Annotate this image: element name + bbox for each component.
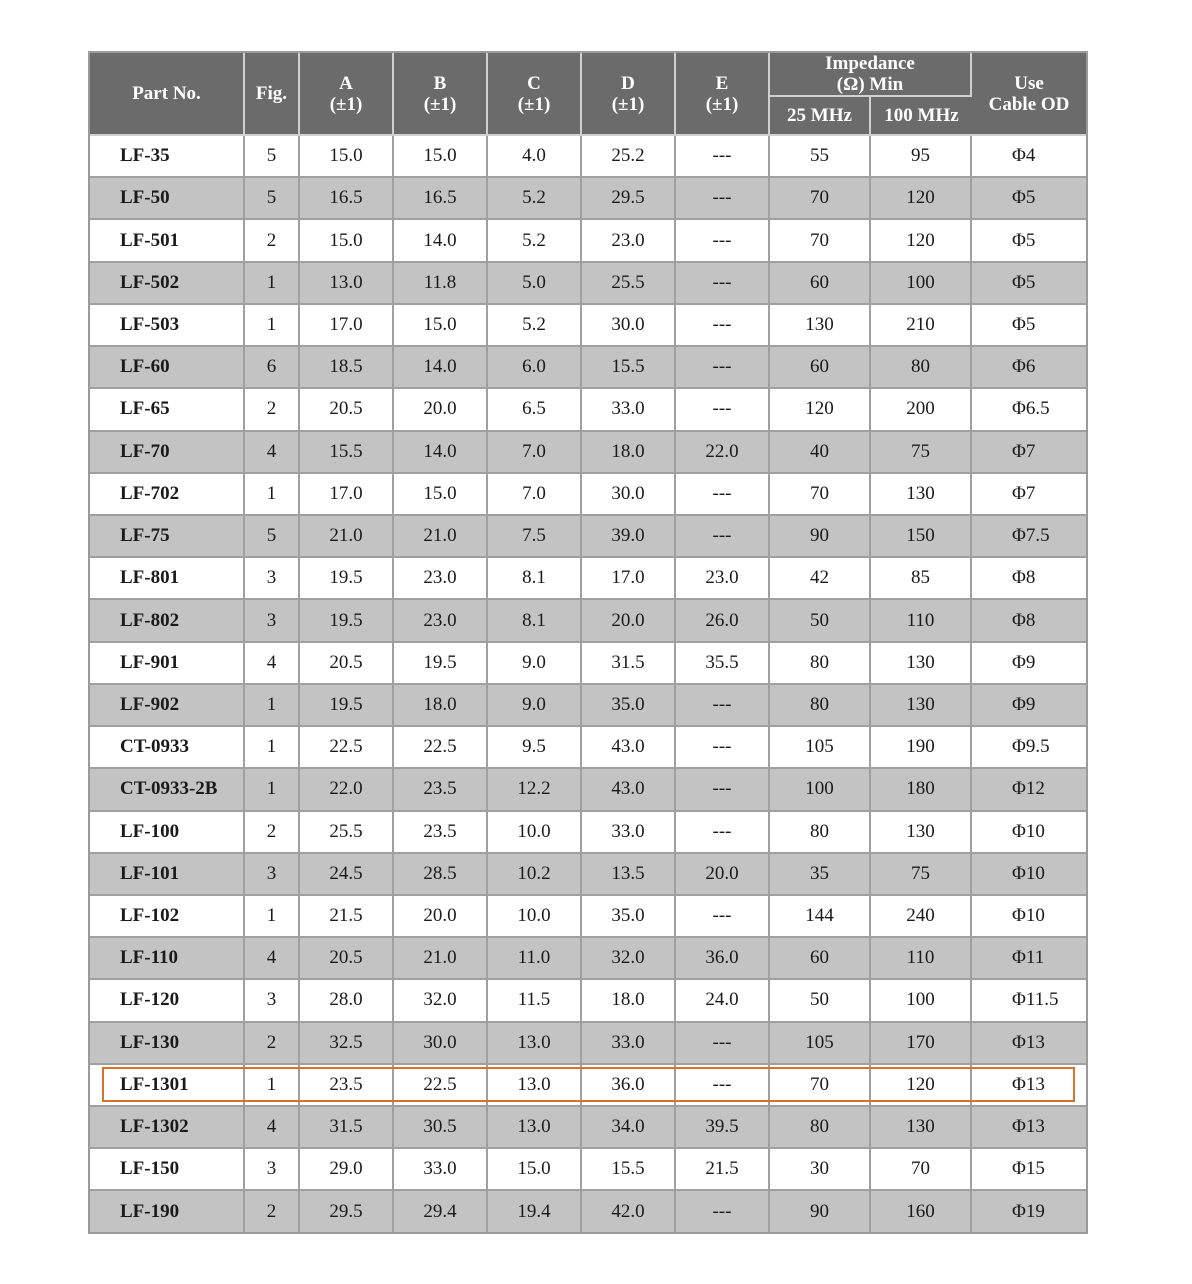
cell-d: 36.0 xyxy=(582,1065,676,1107)
cell-d: 20.0 xyxy=(582,600,676,642)
cell-fig: 1 xyxy=(245,769,300,811)
cell-a: 13.0 xyxy=(300,263,394,305)
cell-a: 16.5 xyxy=(300,178,394,220)
cell-e: --- xyxy=(676,1023,770,1065)
table-row xyxy=(90,1023,1086,1065)
cell-fig: 2 xyxy=(245,1023,300,1065)
cell-c: 12.2 xyxy=(488,769,582,811)
cell-impedance-100mhz: 100 xyxy=(871,263,972,305)
cell-d: 42.0 xyxy=(582,1191,676,1232)
cell-d: 25.2 xyxy=(582,136,676,178)
cell-b: 28.5 xyxy=(394,854,488,896)
cell-cable-od: Φ7.5 xyxy=(972,516,1086,558)
cell-b: 21.0 xyxy=(394,938,488,980)
cell-cable-od: Φ5 xyxy=(972,220,1086,262)
cell-fig: 4 xyxy=(245,938,300,980)
cell-e: --- xyxy=(676,516,770,558)
cell-e: --- xyxy=(676,220,770,262)
cell-impedance-25mhz: 70 xyxy=(770,1065,871,1107)
cell-a: 20.5 xyxy=(300,938,394,980)
cell-part-no: LF-801 xyxy=(90,558,245,600)
table-row xyxy=(90,980,1086,1022)
cell-cable-od: Φ6 xyxy=(972,347,1086,389)
cell-fig: 2 xyxy=(245,1191,300,1232)
cell-c: 6.0 xyxy=(488,347,582,389)
cell-part-no: LF-130 xyxy=(90,1023,245,1065)
cell-a: 29.0 xyxy=(300,1149,394,1191)
cell-part-no: LF-190 xyxy=(90,1191,245,1232)
cell-c: 9.0 xyxy=(488,685,582,727)
cell-impedance-25mhz: 80 xyxy=(770,812,871,854)
cell-part-no: LF-102 xyxy=(90,896,245,938)
cell-c: 5.2 xyxy=(488,305,582,347)
cell-part-no: LF-110 xyxy=(90,938,245,980)
cell-fig: 3 xyxy=(245,600,300,642)
cell-fig: 1 xyxy=(245,474,300,516)
cell-part-no: LF-802 xyxy=(90,600,245,642)
table-row xyxy=(90,220,1086,262)
cell-b: 15.0 xyxy=(394,136,488,178)
table-row xyxy=(90,938,1086,980)
cell-impedance-100mhz: 85 xyxy=(871,558,972,600)
table-body xyxy=(90,136,1086,1232)
cell-a: 21.5 xyxy=(300,896,394,938)
cell-a: 19.5 xyxy=(300,600,394,642)
cell-cable-od: Φ9 xyxy=(972,685,1086,727)
cell-a: 22.0 xyxy=(300,769,394,811)
cell-impedance-100mhz: 110 xyxy=(871,600,972,642)
cell-impedance-100mhz: 75 xyxy=(871,432,972,474)
header-b: B (±1) xyxy=(394,53,488,136)
cell-d: 17.0 xyxy=(582,558,676,600)
cell-a: 17.0 xyxy=(300,474,394,516)
cell-a: 22.5 xyxy=(300,727,394,769)
cell-e: --- xyxy=(676,136,770,178)
cell-impedance-100mhz: 120 xyxy=(871,178,972,220)
cell-impedance-100mhz: 70 xyxy=(871,1149,972,1191)
cell-impedance-100mhz: 130 xyxy=(871,1107,972,1149)
cell-e: --- xyxy=(676,389,770,431)
cell-d: 15.5 xyxy=(582,347,676,389)
table-row xyxy=(90,854,1086,896)
cell-b: 16.5 xyxy=(394,178,488,220)
cell-a: 20.5 xyxy=(300,643,394,685)
cell-e: 35.5 xyxy=(676,643,770,685)
table-row xyxy=(90,136,1086,178)
header-c: C (±1) xyxy=(488,53,582,136)
cell-impedance-100mhz: 190 xyxy=(871,727,972,769)
cell-impedance-100mhz: 210 xyxy=(871,305,972,347)
cell-e: --- xyxy=(676,305,770,347)
cell-impedance-100mhz: 130 xyxy=(871,474,972,516)
cell-part-no: LF-501 xyxy=(90,220,245,262)
cell-d: 43.0 xyxy=(582,769,676,811)
cell-b: 29.4 xyxy=(394,1191,488,1232)
cell-c: 7.5 xyxy=(488,516,582,558)
cell-impedance-25mhz: 35 xyxy=(770,854,871,896)
cell-impedance-100mhz: 120 xyxy=(871,1065,972,1107)
cell-part-no: LF-120 xyxy=(90,980,245,1022)
cell-d: 30.0 xyxy=(582,474,676,516)
cell-e: --- xyxy=(676,263,770,305)
cell-part-no: LF-702 xyxy=(90,474,245,516)
cell-d: 33.0 xyxy=(582,1023,676,1065)
cell-d: 30.0 xyxy=(582,305,676,347)
cell-cable-od: Φ5 xyxy=(972,178,1086,220)
cell-e: 39.5 xyxy=(676,1107,770,1149)
cell-impedance-25mhz: 60 xyxy=(770,938,871,980)
cell-impedance-25mhz: 144 xyxy=(770,896,871,938)
cell-b: 23.0 xyxy=(394,600,488,642)
header-e: E (±1) xyxy=(676,53,770,136)
header-d: D (±1) xyxy=(582,53,676,136)
cell-fig: 4 xyxy=(245,1107,300,1149)
cell-part-no: LF-101 xyxy=(90,854,245,896)
cell-cable-od: Φ15 xyxy=(972,1149,1086,1191)
cell-c: 8.1 xyxy=(488,558,582,600)
cell-cable-od: Φ6.5 xyxy=(972,389,1086,431)
cell-part-no: LF-1301 xyxy=(90,1065,245,1107)
cell-fig: 5 xyxy=(245,178,300,220)
table-row xyxy=(90,263,1086,305)
cell-b: 14.0 xyxy=(394,432,488,474)
cell-part-no: LF-1302 xyxy=(90,1107,245,1149)
cell-d: 25.5 xyxy=(582,263,676,305)
cell-impedance-100mhz: 150 xyxy=(871,516,972,558)
cell-fig: 1 xyxy=(245,263,300,305)
cell-a: 29.5 xyxy=(300,1191,394,1232)
table-row xyxy=(90,769,1086,811)
cell-cable-od: Φ9.5 xyxy=(972,727,1086,769)
cell-d: 32.0 xyxy=(582,938,676,980)
cell-e: 22.0 xyxy=(676,432,770,474)
cell-e: --- xyxy=(676,685,770,727)
cell-e: --- xyxy=(676,812,770,854)
cell-impedance-100mhz: 100 xyxy=(871,980,972,1022)
cell-a: 25.5 xyxy=(300,812,394,854)
cell-part-no: LF-503 xyxy=(90,305,245,347)
cell-a: 28.0 xyxy=(300,980,394,1022)
cell-a: 23.5 xyxy=(300,1065,394,1107)
cell-a: 15.0 xyxy=(300,136,394,178)
cell-d: 13.5 xyxy=(582,854,676,896)
cell-impedance-100mhz: 170 xyxy=(871,1023,972,1065)
cell-part-no: LF-35 xyxy=(90,136,245,178)
cell-impedance-25mhz: 40 xyxy=(770,432,871,474)
cell-impedance-25mhz: 42 xyxy=(770,558,871,600)
cell-b: 23.5 xyxy=(394,769,488,811)
cell-a: 19.5 xyxy=(300,558,394,600)
cell-b: 11.8 xyxy=(394,263,488,305)
cell-fig: 3 xyxy=(245,980,300,1022)
cell-impedance-25mhz: 70 xyxy=(770,220,871,262)
cell-impedance-25mhz: 80 xyxy=(770,643,871,685)
cell-impedance-25mhz: 70 xyxy=(770,178,871,220)
cell-impedance-100mhz: 130 xyxy=(871,812,972,854)
cell-c: 7.0 xyxy=(488,432,582,474)
table-row xyxy=(90,389,1086,431)
cell-c: 19.4 xyxy=(488,1191,582,1232)
header-a: A (±1) xyxy=(300,53,394,136)
cell-cable-od: Φ5 xyxy=(972,305,1086,347)
cell-c: 10.2 xyxy=(488,854,582,896)
header-part-no: Part No. xyxy=(90,53,245,136)
cell-d: 39.0 xyxy=(582,516,676,558)
cell-impedance-100mhz: 95 xyxy=(871,136,972,178)
cell-c: 15.0 xyxy=(488,1149,582,1191)
cell-part-no: LF-901 xyxy=(90,643,245,685)
cell-b: 30.5 xyxy=(394,1107,488,1149)
cell-cable-od: Φ10 xyxy=(972,854,1086,896)
cell-c: 6.5 xyxy=(488,389,582,431)
cell-d: 31.5 xyxy=(582,643,676,685)
cell-part-no: LF-100 xyxy=(90,812,245,854)
table-row xyxy=(90,305,1086,347)
cell-e: --- xyxy=(676,178,770,220)
cell-c: 7.0 xyxy=(488,474,582,516)
cell-c: 5.2 xyxy=(488,178,582,220)
cell-part-no: LF-60 xyxy=(90,347,245,389)
cell-fig: 3 xyxy=(245,854,300,896)
cell-e: 23.0 xyxy=(676,558,770,600)
header-25mhz: 25 MHz xyxy=(770,97,871,136)
cell-b: 23.0 xyxy=(394,558,488,600)
cell-e: --- xyxy=(676,474,770,516)
cell-cable-od: Φ4 xyxy=(972,136,1086,178)
cell-b: 33.0 xyxy=(394,1149,488,1191)
cell-c: 8.1 xyxy=(488,600,582,642)
table-row xyxy=(90,178,1086,220)
cell-b: 22.5 xyxy=(394,1065,488,1107)
cell-impedance-100mhz: 80 xyxy=(871,347,972,389)
cell-part-no: CT-0933-2B xyxy=(90,769,245,811)
header-fig: Fig. xyxy=(245,53,300,136)
cell-b: 15.0 xyxy=(394,474,488,516)
cell-b: 21.0 xyxy=(394,516,488,558)
cell-b: 15.0 xyxy=(394,305,488,347)
cell-c: 11.5 xyxy=(488,980,582,1022)
table-row xyxy=(90,685,1086,727)
cell-a: 24.5 xyxy=(300,854,394,896)
cell-c: 4.0 xyxy=(488,136,582,178)
cell-b: 23.5 xyxy=(394,812,488,854)
cell-d: 35.0 xyxy=(582,896,676,938)
cell-fig: 1 xyxy=(245,685,300,727)
cell-impedance-25mhz: 105 xyxy=(770,1023,871,1065)
cell-c: 5.0 xyxy=(488,263,582,305)
table-row xyxy=(90,558,1086,600)
cell-impedance-25mhz: 70 xyxy=(770,474,871,516)
cell-impedance-25mhz: 105 xyxy=(770,727,871,769)
cell-c: 13.0 xyxy=(488,1107,582,1149)
cell-impedance-100mhz: 240 xyxy=(871,896,972,938)
cell-d: 33.0 xyxy=(582,389,676,431)
cell-e: --- xyxy=(676,769,770,811)
table-row xyxy=(90,474,1086,516)
cell-c: 10.0 xyxy=(488,812,582,854)
cell-impedance-100mhz: 180 xyxy=(871,769,972,811)
cell-a: 20.5 xyxy=(300,389,394,431)
cell-cable-od: Φ11.5 xyxy=(972,980,1086,1022)
cell-impedance-25mhz: 60 xyxy=(770,263,871,305)
cell-c: 13.0 xyxy=(488,1065,582,1107)
cell-e: 24.0 xyxy=(676,980,770,1022)
header-use-cable-od: Use Cable OD xyxy=(972,53,1086,136)
cell-c: 9.0 xyxy=(488,643,582,685)
cell-b: 32.0 xyxy=(394,980,488,1022)
cell-impedance-25mhz: 60 xyxy=(770,347,871,389)
cell-fig: 1 xyxy=(245,1065,300,1107)
cell-impedance-25mhz: 55 xyxy=(770,136,871,178)
cell-cable-od: Φ13 xyxy=(972,1023,1086,1065)
header-impedance: Impedance (Ω) Min xyxy=(770,53,972,97)
cell-fig: 1 xyxy=(245,727,300,769)
cell-impedance-25mhz: 30 xyxy=(770,1149,871,1191)
cell-b: 22.5 xyxy=(394,727,488,769)
cell-part-no: LF-65 xyxy=(90,389,245,431)
cell-fig: 2 xyxy=(245,389,300,431)
cell-fig: 1 xyxy=(245,896,300,938)
cell-d: 15.5 xyxy=(582,1149,676,1191)
cell-impedance-25mhz: 90 xyxy=(770,516,871,558)
cell-fig: 4 xyxy=(245,432,300,474)
cell-e: --- xyxy=(676,896,770,938)
table-row xyxy=(90,347,1086,389)
cell-a: 32.5 xyxy=(300,1023,394,1065)
table-row xyxy=(90,1065,1086,1107)
cell-cable-od: Φ19 xyxy=(972,1191,1086,1232)
cell-impedance-25mhz: 90 xyxy=(770,1191,871,1232)
cell-cable-od: Φ8 xyxy=(972,558,1086,600)
cell-cable-od: Φ7 xyxy=(972,432,1086,474)
cell-impedance-25mhz: 130 xyxy=(770,305,871,347)
cell-impedance-100mhz: 130 xyxy=(871,643,972,685)
cell-cable-od: Φ10 xyxy=(972,812,1086,854)
cell-c: 5.2 xyxy=(488,220,582,262)
cell-a: 15.0 xyxy=(300,220,394,262)
cell-a: 31.5 xyxy=(300,1107,394,1149)
cell-cable-od: Φ8 xyxy=(972,600,1086,642)
cell-c: 10.0 xyxy=(488,896,582,938)
table-row xyxy=(90,643,1086,685)
cell-impedance-100mhz: 200 xyxy=(871,389,972,431)
cell-b: 30.0 xyxy=(394,1023,488,1065)
cell-e: --- xyxy=(676,347,770,389)
cell-part-no: LF-50 xyxy=(90,178,245,220)
cell-impedance-25mhz: 50 xyxy=(770,600,871,642)
cell-fig: 5 xyxy=(245,136,300,178)
table-row xyxy=(90,432,1086,474)
cell-d: 29.5 xyxy=(582,178,676,220)
cell-impedance-25mhz: 100 xyxy=(770,769,871,811)
cell-e: 20.0 xyxy=(676,854,770,896)
table-row xyxy=(90,727,1086,769)
cell-b: 18.0 xyxy=(394,685,488,727)
cell-impedance-25mhz: 120 xyxy=(770,389,871,431)
cell-cable-od: Φ9 xyxy=(972,643,1086,685)
cell-e: --- xyxy=(676,727,770,769)
cell-part-no: LF-75 xyxy=(90,516,245,558)
cell-e: 26.0 xyxy=(676,600,770,642)
cell-cable-od: Φ13 xyxy=(972,1065,1086,1107)
cell-b: 14.0 xyxy=(394,347,488,389)
cell-cable-od: Φ13 xyxy=(972,1107,1086,1149)
cell-part-no: LF-502 xyxy=(90,263,245,305)
table-row xyxy=(90,1149,1086,1191)
cell-fig: 3 xyxy=(245,558,300,600)
cell-part-no: LF-70 xyxy=(90,432,245,474)
cell-a: 19.5 xyxy=(300,685,394,727)
cell-cable-od: Φ5 xyxy=(972,263,1086,305)
cell-b: 20.0 xyxy=(394,389,488,431)
cell-b: 19.5 xyxy=(394,643,488,685)
cell-a: 17.0 xyxy=(300,305,394,347)
cell-cable-od: Φ7 xyxy=(972,474,1086,516)
cell-fig: 3 xyxy=(245,1149,300,1191)
cell-part-no: CT-0933 xyxy=(90,727,245,769)
cell-c: 9.5 xyxy=(488,727,582,769)
cell-e: 36.0 xyxy=(676,938,770,980)
cell-a: 15.5 xyxy=(300,432,394,474)
cell-c: 13.0 xyxy=(488,1023,582,1065)
cell-fig: 1 xyxy=(245,305,300,347)
spec-table xyxy=(88,51,1088,1234)
cell-e: 21.5 xyxy=(676,1149,770,1191)
table-row xyxy=(90,1107,1086,1149)
cell-impedance-25mhz: 80 xyxy=(770,1107,871,1149)
cell-d: 23.0 xyxy=(582,220,676,262)
table-row xyxy=(90,1191,1086,1232)
header-100mhz: 100 MHz xyxy=(871,97,972,136)
cell-cable-od: Φ11 xyxy=(972,938,1086,980)
cell-e: --- xyxy=(676,1065,770,1107)
cell-e: --- xyxy=(676,1191,770,1232)
cell-part-no: LF-150 xyxy=(90,1149,245,1191)
cell-impedance-25mhz: 80 xyxy=(770,685,871,727)
cell-d: 35.0 xyxy=(582,685,676,727)
cell-fig: 6 xyxy=(245,347,300,389)
cell-fig: 2 xyxy=(245,220,300,262)
table-row xyxy=(90,600,1086,642)
cell-a: 21.0 xyxy=(300,516,394,558)
cell-fig: 5 xyxy=(245,516,300,558)
cell-d: 33.0 xyxy=(582,812,676,854)
cell-a: 18.5 xyxy=(300,347,394,389)
cell-impedance-100mhz: 130 xyxy=(871,685,972,727)
cell-part-no: LF-902 xyxy=(90,685,245,727)
cell-cable-od: Φ12 xyxy=(972,769,1086,811)
cell-d: 43.0 xyxy=(582,727,676,769)
cell-c: 11.0 xyxy=(488,938,582,980)
cell-b: 14.0 xyxy=(394,220,488,262)
cell-impedance-25mhz: 50 xyxy=(770,980,871,1022)
cell-impedance-100mhz: 160 xyxy=(871,1191,972,1232)
cell-impedance-100mhz: 75 xyxy=(871,854,972,896)
cell-fig: 2 xyxy=(245,812,300,854)
table-row xyxy=(90,812,1086,854)
table-row xyxy=(90,896,1086,938)
cell-fig: 4 xyxy=(245,643,300,685)
cell-b: 20.0 xyxy=(394,896,488,938)
table-row xyxy=(90,516,1086,558)
cell-d: 18.0 xyxy=(582,432,676,474)
cell-cable-od: Φ10 xyxy=(972,896,1086,938)
cell-impedance-100mhz: 120 xyxy=(871,220,972,262)
cell-d: 34.0 xyxy=(582,1107,676,1149)
cell-impedance-100mhz: 110 xyxy=(871,938,972,980)
cell-d: 18.0 xyxy=(582,980,676,1022)
